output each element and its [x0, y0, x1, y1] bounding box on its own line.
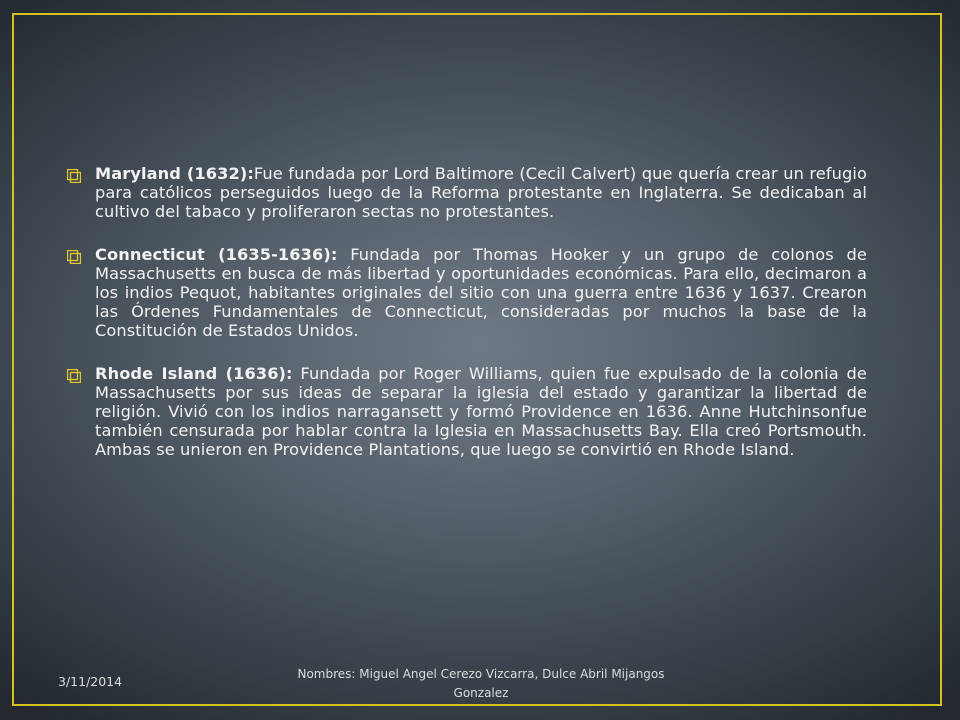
item-text	[95, 164, 867, 221]
list-item-connecticut	[67, 245, 867, 340]
list-item-maryland	[67, 164, 867, 221]
item-title: Connecticut (1635-1636):	[95, 245, 338, 264]
checkbox-bullet-icon	[67, 250, 81, 264]
checkbox-bullet-icon	[67, 369, 81, 383]
footer-names: Nombres: Miguel Angel Cerezo Vizcarra, Dulce Abril Mijangos Gonzalez	[297, 667, 665, 700]
item-body: Fundada por Thomas Hooker y un grupo de colonos de Massachusetts en busca de más libertad y oportunidades económicas. Para ello, decimaron a los indios Pequot, habitantes originales del sitio con una guerra entre 1636 y 1637. Crearon las Órdenes Fundamentales de Connecticut, consideradas por muchos la base de la Constitución de Estados Unidos.	[95, 245, 867, 340]
footer-date: 3/11/2014	[58, 674, 123, 689]
item-body: Fue fundada por Lord Baltimore (Cecil Calvert) que quería crear un refugio para católicos perseguidos luego de la Reforma protestante en Inglaterra. Se dedicaban al cultivo del tabaco y proliferaron sectas no protestantes.	[95, 164, 867, 221]
checkbox-bullet-icon	[67, 169, 81, 183]
item-body: Fundada por Roger Williams, quien fue expulsado de la colonia de Massachusetts por sus ideas de separar la iglesia del estado y garantizar la libertad de religión. Vivió con los indios narragansett y formó Providence en 1636. Anne Hutchinsonfue también censurada por hablar contra la Iglesia en Massachusetts Bay. Ella creó Portsmouth. Ambas se unieron en Providence Plantations, que luego se convirtió en Rhode Island.	[95, 364, 867, 459]
item-title: Maryland (1632):	[95, 164, 254, 183]
slide-content	[67, 164, 867, 483]
list-item-rhode-island	[67, 364, 867, 459]
item-text	[95, 245, 867, 340]
item-title: Rhode Island (1636):	[95, 364, 293, 383]
item-text	[95, 364, 867, 459]
